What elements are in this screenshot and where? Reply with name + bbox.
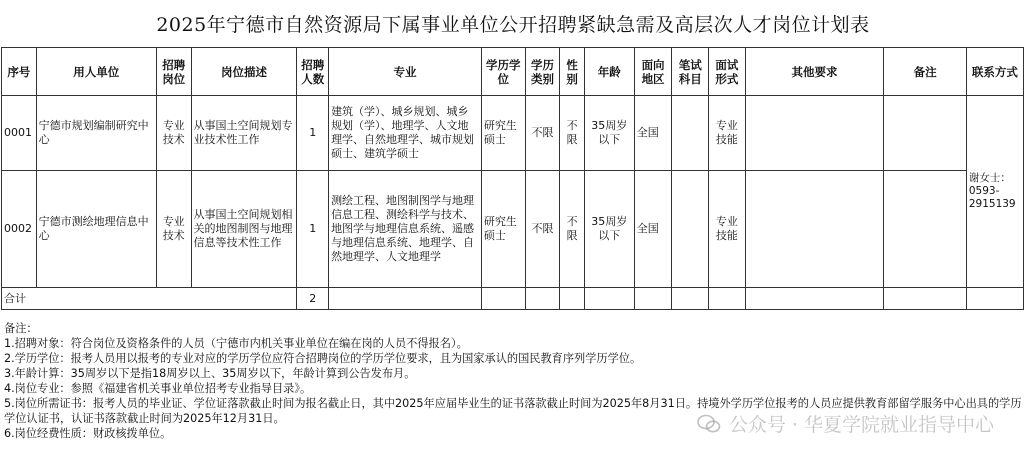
cell-major: 建筑（学）、城乡规划、城乡规划（学）、地理学、人文地理学、自然地理学、城市规划硕士、建筑学硕士 <box>329 96 482 171</box>
cell-unit: 宁德市规划编制研究中心 <box>36 96 156 171</box>
table-row <box>2 96 1024 171</box>
cell-remark <box>884 96 967 171</box>
header-degree: 学历学位 <box>481 48 525 96</box>
total-row <box>2 288 1024 310</box>
note-item: 3.年龄计算：35周岁以下是指18周岁以上、35周岁以下，年龄计算到公告发布月。 <box>4 367 416 380</box>
header-edu: 学历类别 <box>525 48 560 96</box>
recruitment-plan-table <box>1 47 1024 310</box>
cell-gender: 不限 <box>560 171 584 288</box>
watermark <box>697 410 994 437</box>
cell-edu: 不限 <box>525 171 560 288</box>
header-unit: 用人单位 <box>36 48 156 96</box>
cell-degree: 研究生硕士 <box>481 96 525 171</box>
cell-post: 专业技术 <box>156 96 191 171</box>
header-other: 其他要求 <box>745 48 884 96</box>
header-seq: 序号 <box>2 48 37 96</box>
header-contact: 联系方式 <box>966 48 1023 96</box>
cell-post: 专业技术 <box>156 171 191 288</box>
cell-contact <box>966 96 1023 288</box>
cell-remark <box>884 171 967 288</box>
note-item: 1.招聘对象：符合岗位及资格条件的人员（宁德市内机关事业单位在编在岗的人员不得报名）。 <box>4 337 468 350</box>
cell-gender: 不限 <box>560 96 584 171</box>
header-remark: 备注 <box>884 48 967 96</box>
cell-interview: 专业技能 <box>709 96 746 171</box>
cell-other <box>745 96 884 171</box>
cell-major: 测绘工程、地图制图学与地理信息工程、测绘科学与技术、地图学与地理信息系统、遥感与地理信息系统、地理学、自然地理学、人文地理学 <box>329 171 482 288</box>
table-header-row <box>2 48 1024 96</box>
cell-count: 1 <box>297 96 329 171</box>
total-label: 合计 <box>2 288 297 310</box>
note-item: 4.岗位专业：参照《福建省机关事业单位招考专业指导目录》。 <box>4 382 312 395</box>
cell-area: 全国 <box>634 171 672 288</box>
table-row <box>2 171 1024 288</box>
header-major: 专业 <box>329 48 482 96</box>
watermark-text: 公众号 · 华夏学院就业指导中心 <box>728 414 994 436</box>
cell-other <box>745 171 884 288</box>
header-age: 年龄 <box>584 48 634 96</box>
contact-phone: 0593-2915139 <box>968 185 1016 210</box>
note-item: 2.学历学位：报考人员用以报考的专业对应的学历学位应符合招聘岗位的学历学位要求，且为国家承认的国民教育序列学历学位。 <box>4 352 642 365</box>
header-interview: 面试形式 <box>709 48 746 96</box>
cell-area: 全国 <box>634 96 672 171</box>
cell-unit: 宁德市测绘地理信息中心 <box>36 171 156 288</box>
cell-degree: 研究生硕士 <box>481 171 525 288</box>
header-area: 面向地区 <box>634 48 672 96</box>
header-count: 招聘人数 <box>297 48 329 96</box>
cell-seq: 0001 <box>2 96 37 171</box>
contact-name: 谢女士： <box>968 172 1011 184</box>
note-item: 6.岗位经费性质：财政核拨单位。 <box>4 427 172 440</box>
cell-age: 35周岁以下 <box>584 96 634 171</box>
note-item: 5.岗位所需证书：报考人员的毕业证、学位证落款截止时间为报名截止日，其中2025年应届毕业生的证书落款截止时间为2025年8月31日。持境外学历学位报考的人员应提供教育部留学服务中心出具的学历学位认证书，认证书落款截止时间为2025年12月31日。 <box>4 397 1022 425</box>
header-post: 招聘岗位 <box>156 48 191 96</box>
cell-desc: 从事国土空间规划相关的地图制图与地理信息等技术性工作 <box>191 171 297 288</box>
header-gender: 性别 <box>560 48 584 96</box>
cell-edu: 不限 <box>525 96 560 171</box>
header-desc: 岗位描述 <box>191 48 297 96</box>
page-title: 2025年宁德市自然资源局下属事业单位公开招聘紧缺急需及高层次人才岗位计划表 <box>156 14 870 36</box>
cell-interview: 专业技能 <box>709 171 746 288</box>
cell-age: 35周岁以下 <box>584 171 634 288</box>
cell-written <box>672 96 709 171</box>
cell-desc: 从事国土空间规划专业技术性工作 <box>191 96 297 171</box>
header-written: 笔试科目 <box>672 48 709 96</box>
wechat-icon <box>697 414 721 434</box>
cell-written <box>672 171 709 288</box>
cell-seq: 0002 <box>2 171 37 288</box>
notes-heading: 备注： <box>4 322 38 335</box>
cell-count: 1 <box>297 171 329 288</box>
total-count: 2 <box>297 288 329 310</box>
